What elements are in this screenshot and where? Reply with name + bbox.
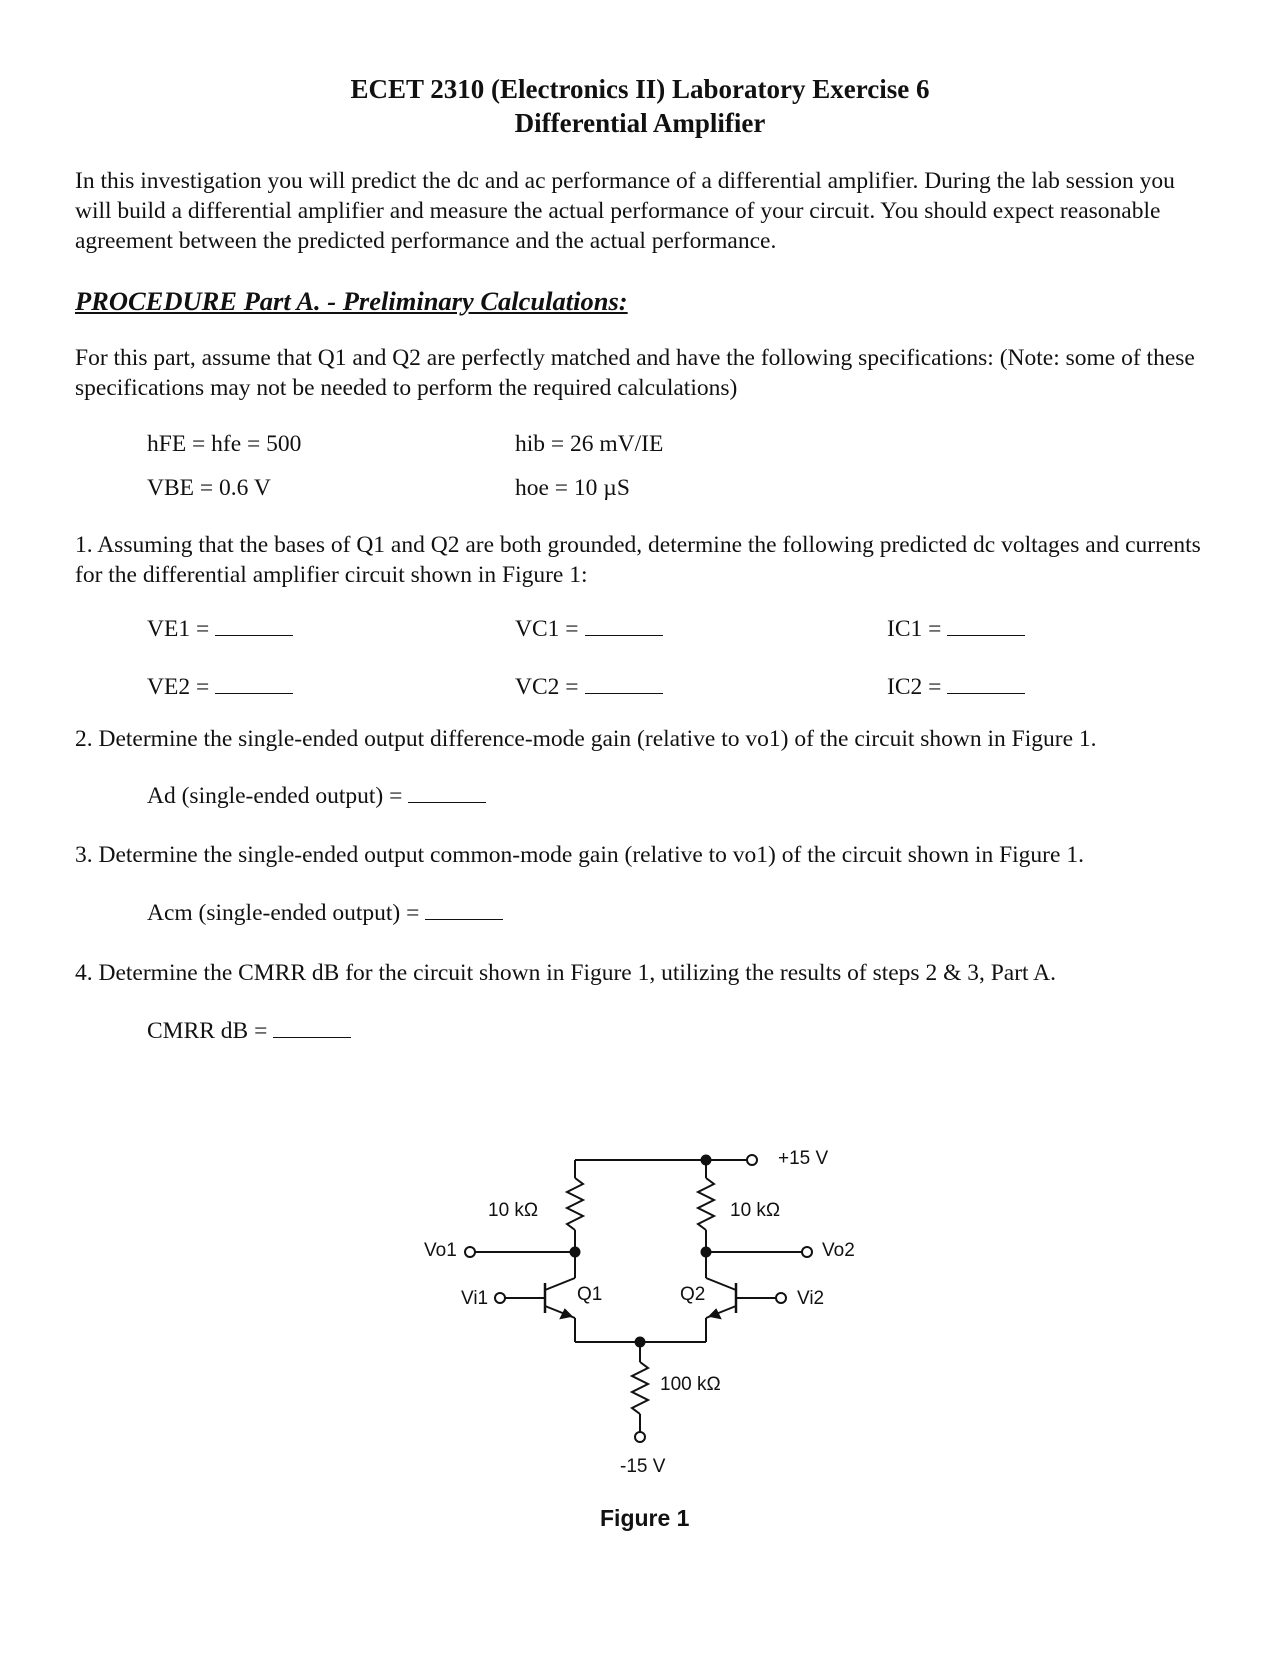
procedure-heading: PROCEDURE Part A. - Preliminary Calculations:: [75, 286, 628, 316]
question-3: 3. Determine the single-ended output common-mode gain (relative to vo1) of the circuit shown in Figure 1.: [75, 842, 1084, 868]
field-ve2-label: VE2 =: [147, 674, 210, 700]
label-vo2: Vo2: [822, 1240, 855, 1261]
label-vi2: Vi2: [797, 1288, 825, 1309]
document-title: ECET 2310 (Electronics II) Laboratory Exercise 6: [350, 74, 930, 104]
label-re: 100 kΩ: [660, 1374, 721, 1395]
spec-vbe: VBE = 0.6 V: [147, 475, 271, 501]
label-vo1: Vo1: [424, 1240, 457, 1261]
q2-collector: [706, 1278, 736, 1290]
field-ic2-label: IC2 =: [887, 674, 942, 700]
figure-caption: Figure 1: [600, 1505, 690, 1531]
label-vi1: Vi1: [461, 1288, 489, 1309]
assumption-paragraph: For this part, assume that Q1 and Q2 are perfectly matched and have the following specifications: (Note: some of these specifications may not be needed to perform the required calculations): [75, 345, 1195, 401]
resistor-rc1: [567, 1178, 583, 1230]
document-subtitle: Differential Amplifier: [514, 108, 766, 138]
label-q1: Q1: [577, 1284, 603, 1305]
label-rc2: 10 kΩ: [730, 1200, 781, 1221]
question-4: 4. Determine the CMRR dB for the circuit shown in Figure 1, utilizing the results of steps 2 & 3, Part A.: [75, 960, 1057, 986]
resistor-re: [632, 1362, 648, 1414]
terminal-vo1: [465, 1247, 475, 1257]
question-2: 2. Determine the single-ended output difference-mode gain (relative to vo1) of the circuit shown in Figure 1.: [75, 726, 1097, 752]
field-acm-label: Acm (single-ended output) =: [147, 900, 420, 926]
label-q2: Q2: [680, 1284, 706, 1305]
q2-emitter-arrow: [710, 1310, 720, 1318]
label-rc1: 10 kΩ: [488, 1200, 539, 1221]
q1-emitter-arrow: [561, 1310, 571, 1318]
q1-collector: [545, 1278, 575, 1290]
terminal-vo2: [802, 1247, 812, 1257]
label-neg-supply: -15 V: [620, 1456, 666, 1477]
field-vc1-label: VC1 =: [515, 616, 579, 642]
field-ad-label: Ad (single-ended output) =: [147, 783, 403, 809]
intro-paragraph: In this investigation you will predict the dc and ac performance of a differential amplifier. During the lab session you will build a differential amplifier and measure the actual performance of your circuit. You should expect reasonable agreement between the predicted performance and the actual performance.: [75, 168, 1175, 254]
field-vc2-label: VC2 =: [515, 674, 579, 700]
terminal-pos-supply: [747, 1155, 757, 1165]
terminal-neg-supply: [635, 1432, 645, 1442]
field-ve1-label: VE1 =: [147, 616, 210, 642]
terminal-vi2: [776, 1293, 786, 1303]
terminal-vi1: [495, 1293, 505, 1303]
spec-hoe: hoe = 10 µS: [515, 475, 630, 501]
spec-hfe: hFE = hfe = 500: [147, 431, 302, 457]
label-pos-supply: +15 V: [778, 1148, 829, 1169]
field-ic1-label: IC1 =: [887, 616, 942, 642]
question-1: 1. Assuming that the bases of Q1 and Q2 are both grounded, determine the following predicted dc voltages and currents for the differential amplifier circuit shown in Figure 1:: [75, 532, 1201, 588]
field-cmrr-label: CMRR dB =: [147, 1018, 268, 1044]
resistor-rc2: [698, 1178, 714, 1230]
spec-hib: hib = 26 mV/IE: [515, 431, 664, 457]
